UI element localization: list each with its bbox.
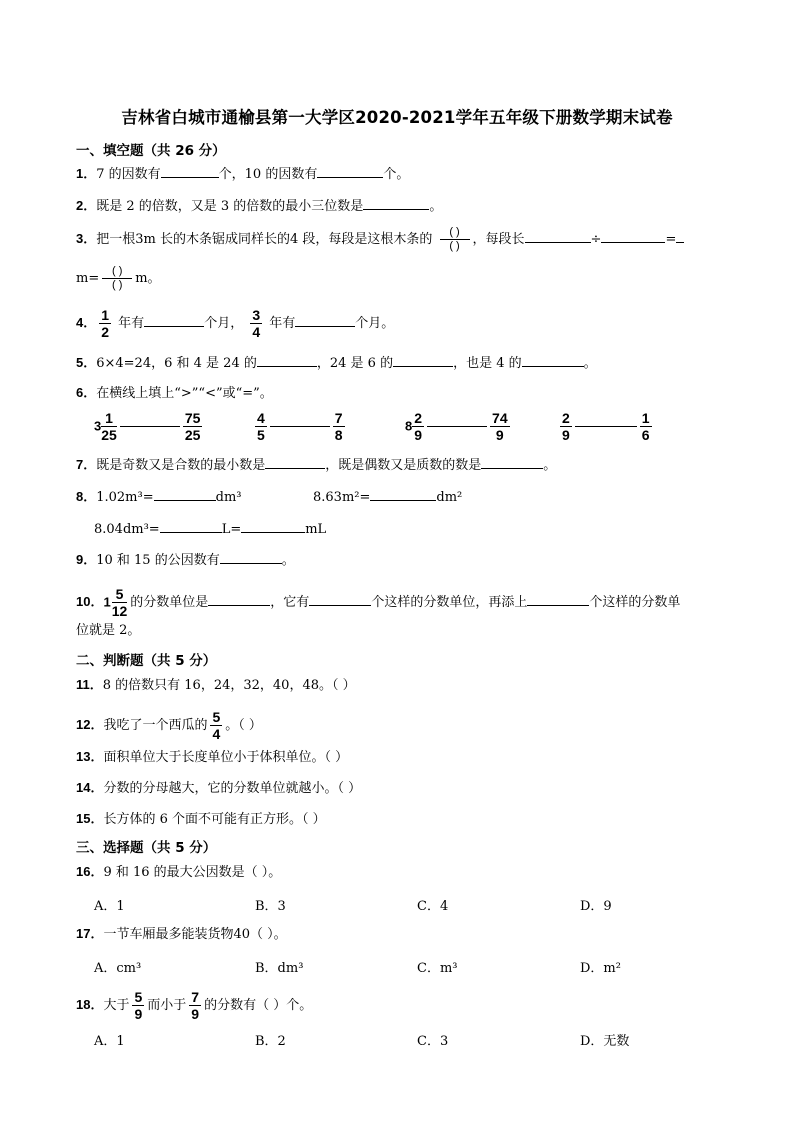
question-2: 2．既是 2 的倍数，又是 3 的倍数的最小三位数是 。: [76, 198, 443, 214]
question-8-part-2: 8.63m²= dm²: [313, 490, 463, 505]
fraction: $\frac{1}{2}$: [101, 307, 110, 340]
question-8: 8．1.02m³= dm³: [76, 489, 242, 505]
answer-blank[interactable]: [370, 488, 436, 501]
compare-blank[interactable]: [427, 426, 487, 427]
question-number: 1．: [76, 166, 97, 181]
compare-pair-2: $\frac{4}{5}$ $\frac{7}{8}$: [257, 410, 343, 443]
option-d[interactable]: D．无数: [580, 1034, 630, 1049]
answer-blank[interactable]: [220, 551, 282, 564]
question-number: 9．: [76, 552, 97, 567]
question-15: 15．长方体的 6 个面不可能有正方形。（ ）: [76, 811, 326, 827]
answer-blank[interactable]: [144, 314, 204, 327]
question-16: 16．9 和 16 的最大公因数是（ ）。: [76, 864, 282, 880]
answer-blank[interactable]: [208, 593, 270, 606]
question-number: 13．: [76, 749, 104, 764]
section-multiple-choice: 三、选择题（共 5 分）: [76, 840, 217, 856]
question-number: 7．: [76, 457, 97, 472]
question-11: 11．8 的倍数只有 16，24，32，40，48。（ ）: [76, 677, 356, 693]
compare-blank[interactable]: [270, 426, 330, 427]
option-c[interactable]: C．3: [417, 1034, 449, 1049]
option-b[interactable]: B．dm³: [255, 961, 304, 976]
answer-blank[interactable]: [363, 197, 429, 210]
question-3: 3．把一根3m 长的木条锯成同样长的4 段，每段是这根木条的 $\frac{( )}{( )}$ ，每段长 ÷ =: [76, 227, 684, 252]
answer-blank[interactable]: [525, 230, 591, 243]
answer-blank[interactable]: [160, 520, 222, 533]
option-b[interactable]: B．3: [255, 899, 286, 914]
question-12: 12．我吃了一个西瓜的 $\frac{5}{4}$ 。（ ）: [76, 709, 262, 742]
option-b[interactable]: B．2: [255, 1034, 286, 1049]
question-4: 4． $\frac{1}{2}$ 年有 个月， $\frac{3}{4}$ 年有 个月。: [76, 307, 395, 340]
fraction-blank[interactable]: $\frac{( )}{( )}$: [102, 266, 132, 291]
section-fill-blank: 一、填空题（共 26 分）: [76, 143, 226, 159]
question-number: 8．: [76, 489, 97, 504]
option-d[interactable]: D．m²: [580, 961, 621, 976]
question-number: 2．: [76, 198, 97, 213]
answer-blank[interactable]: [241, 520, 305, 533]
option-c[interactable]: C．4: [417, 899, 449, 914]
option-d[interactable]: D．9: [580, 899, 612, 914]
option-a[interactable]: A．cm³: [94, 961, 142, 976]
question-1: 1．7 的因数有 个，10 的因数有 个。: [76, 166, 410, 182]
answer-blank[interactable]: [295, 314, 355, 327]
question-number: 12．: [76, 717, 104, 732]
compare-pair-3: 8 $\frac{2}{9}$ $\frac{74}{9}$: [405, 410, 508, 443]
compare-blank[interactable]: [120, 426, 180, 427]
question-8-part-3: 8.04dm³= L= mL: [94, 522, 327, 537]
question-3-continued: m= $\frac{( )}{( )}$ m。: [76, 265, 161, 291]
answer-blank[interactable]: [154, 488, 216, 501]
question-number: 5．: [76, 355, 97, 370]
compare-pair-1: 3 $\frac{1}{25}$ $\frac{75}{25}$: [94, 410, 201, 443]
question-7: 7．既是奇数又是合数的最小数是 ，既是偶数又是质数的数是 。: [76, 457, 557, 473]
answer-blank[interactable]: [317, 165, 383, 178]
question-number: 10．: [76, 594, 104, 609]
answer-blank[interactable]: [161, 165, 219, 178]
answer-blank[interactable]: [393, 354, 453, 367]
answer-blank[interactable]: [522, 354, 584, 367]
option-a[interactable]: A．1: [94, 1034, 125, 1049]
answer-blank[interactable]: [265, 456, 325, 469]
question-number: 15．: [76, 811, 104, 826]
fraction: $\frac{3}{4}$: [252, 307, 261, 340]
question-number: 16．: [76, 864, 104, 879]
question-17: 17．一节车厢最多能装货物40（ ）。: [76, 926, 287, 942]
question-number: 6．: [76, 385, 97, 400]
option-c[interactable]: C．m³: [417, 961, 458, 976]
question-number: 4．: [76, 315, 97, 330]
answer-blank[interactable]: [309, 593, 371, 606]
compare-pair-4: $\frac{2}{9}$ $\frac{1}{6}$: [562, 410, 650, 443]
question-number: 17．: [76, 926, 104, 941]
question-number: 14．: [76, 780, 104, 795]
answer-blank[interactable]: [527, 593, 589, 606]
answer-blank[interactable]: [601, 230, 665, 243]
question-5: 5．6×4=24，6 和 4 是 24 的 ，24 是 6 的 ，也是 4 的 。: [76, 355, 597, 371]
compare-blank[interactable]: [575, 426, 637, 427]
answer-blank[interactable]: [481, 456, 543, 469]
question-13: 13．面积单位大于长度单位小于体积单位。（ ）: [76, 749, 349, 765]
question-number: 3．: [76, 231, 97, 246]
question-14: 14．分数的分母越大，它的分数单位就越小。（ ）: [76, 780, 362, 796]
question-10-continued: 位就是 2。: [76, 623, 141, 638]
question-18: 18．大于 $\frac{5}{9}$ 而小于 $\frac{7}{9}$ 的分数有（ ）个。: [76, 989, 313, 1022]
question-number: 18．: [76, 997, 104, 1012]
answer-blank[interactable]: [257, 354, 317, 367]
section-true-false: 二、判断题（共 5 分）: [76, 653, 217, 669]
fraction-blank[interactable]: $\frac{( )}{( )}$: [440, 227, 470, 252]
question-10: 10．1 $\frac{5}{12}$ 的分数单位是 ，它有 个这样的分数单位，再添上 个这样的分数单: [76, 586, 681, 619]
option-a[interactable]: A．1: [94, 899, 125, 914]
question-number: 11．: [76, 677, 103, 692]
question-9: 9．10 和 15 的公因数有 。: [76, 552, 295, 568]
answer-blank[interactable]: [676, 230, 684, 243]
page-title: 吉林省白城市通榆县第一大学区2020-2021学年五年级下册数学期末试卷: [121, 108, 673, 127]
question-6: 6．在横线上填上“>”“<”或“=”。: [76, 385, 273, 401]
